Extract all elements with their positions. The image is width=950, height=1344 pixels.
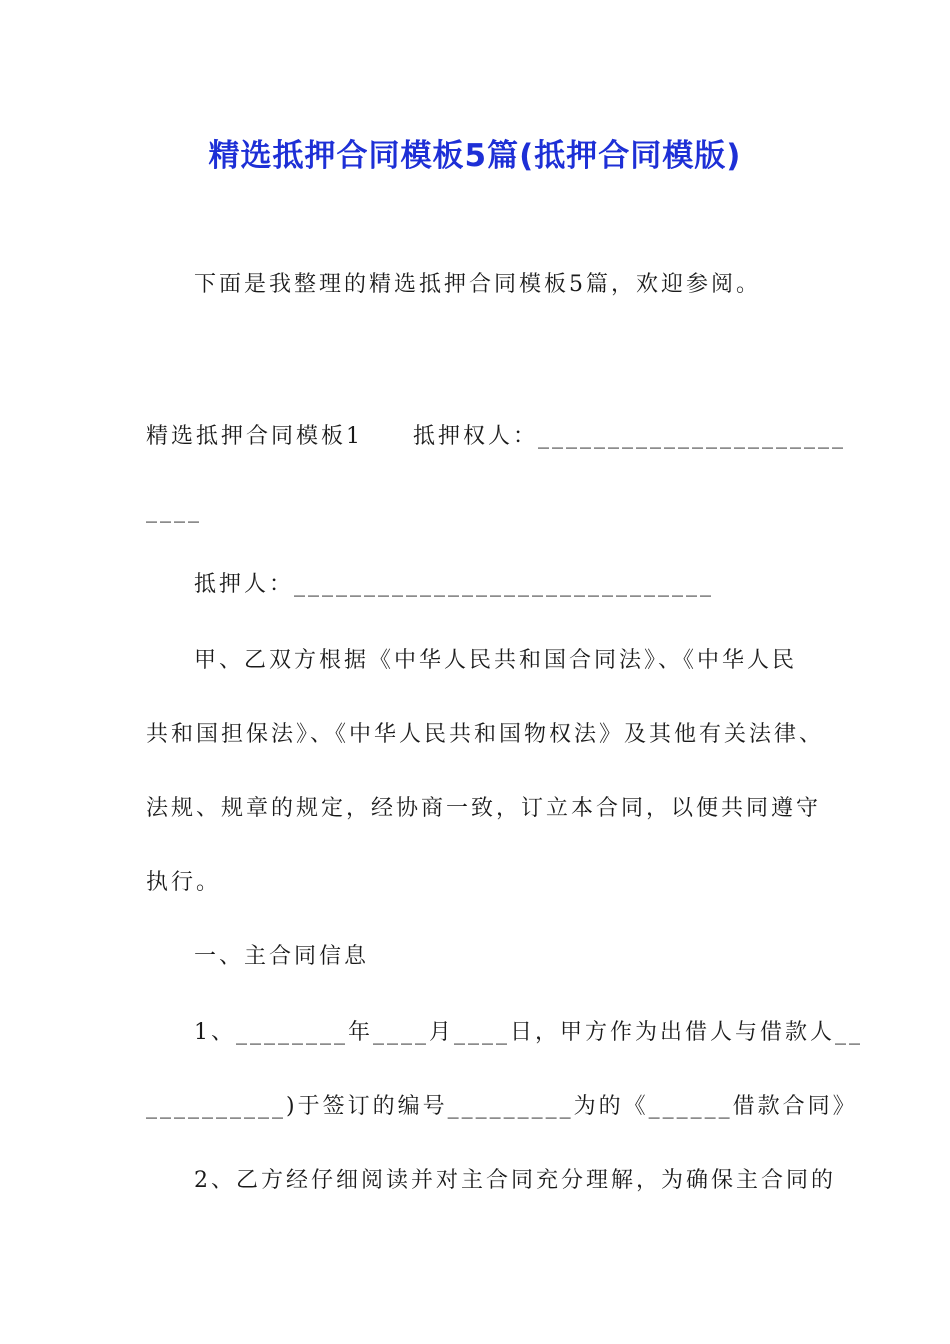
section-heading: 一、主合同信息 [194,944,370,969]
body-line: __________)于签订的编号_________为的《______借款合同》 [146,1094,858,1119]
body-line: 1、________年____月____日，甲方作为出借人与借款人__ [194,1020,863,1045]
body-line: ____ [146,498,202,523]
body-line: 精选抵押合同模板1 抵押权人：______________________ [146,424,846,449]
body-line: 抵押人：______________________________ [194,572,715,597]
body-line: 甲、乙双方根据《中华人民共和国合同法》、《中华人民 [194,648,798,673]
body-line: 共和国担保法》、《中华人民共和国物权法》及其他有关法律、 [146,722,825,747]
body-line: 2、乙方经仔细阅读并对主合同充分理解，为确保主合同的 [194,1168,836,1193]
body-line: 执行。 [146,870,222,895]
intro-paragraph: 下面是我整理的精选抵押合同模板5篇，欢迎参阅。 [194,272,761,297]
document-title: 精选抵押合同模板5篇(抵押合同模版) [208,138,742,174]
body-line: 法规、规章的规定，经协商一致，订立本合同，以便共同遵守 [146,796,822,821]
